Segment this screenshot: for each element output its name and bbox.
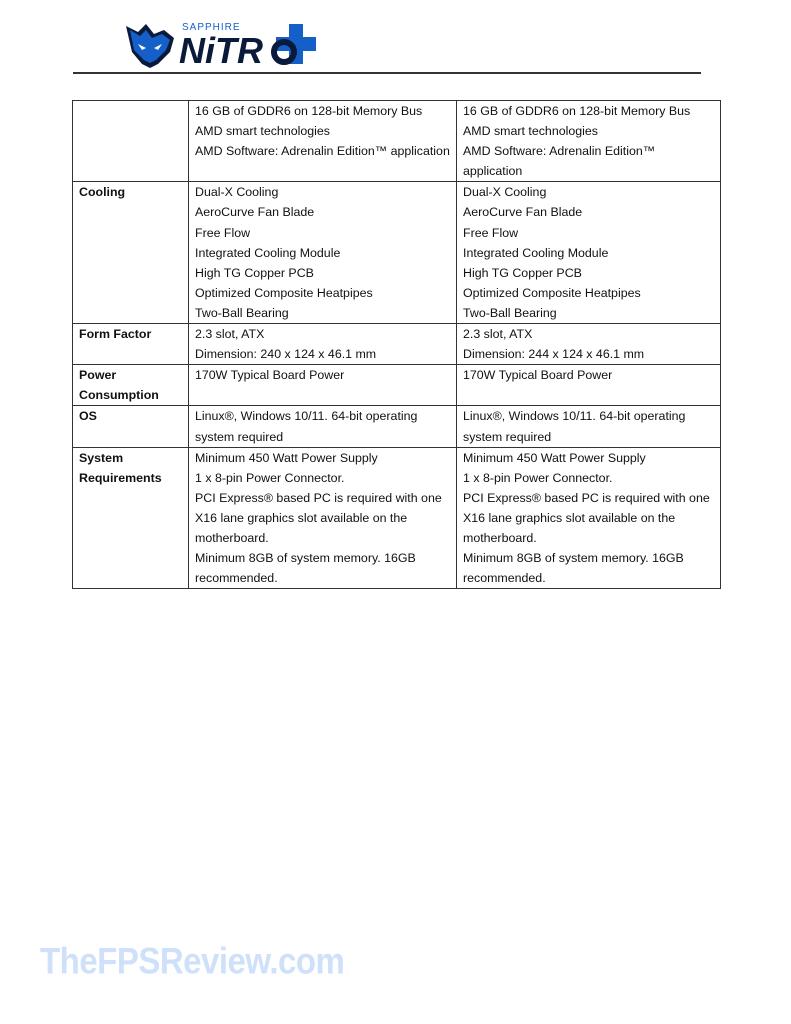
spec-line: PCI Express® based PC is required with one X16 lane graphics slot available on the motherboard. (463, 490, 710, 545)
row-label: Cooling (73, 182, 189, 324)
spec-line: High TG Copper PCB (195, 265, 314, 280)
spec-line: AMD Software: Adrenalin Edition™ application (463, 144, 656, 179)
spec-cell-col1 (189, 101, 457, 182)
row-label: OS (73, 406, 189, 447)
spec-line: AMD Software: Adrenalin Edition™ application (195, 144, 450, 159)
brand-large-text: NiTR (179, 30, 263, 70)
spec-line: 2.3 slot, ATX (463, 327, 533, 342)
spec-line: Dual-X Cooling (195, 185, 279, 200)
spec-cell-col1 (189, 182, 457, 324)
spec-line: Free Flow (463, 225, 519, 240)
spec-line: Optimized Composite Heatpipes (463, 285, 641, 300)
table-row (73, 365, 721, 406)
spec-cell-col1 (189, 324, 457, 365)
spec-cell-col2 (457, 447, 721, 589)
row-label: Form Factor (73, 324, 189, 365)
table-row (73, 101, 721, 182)
spec-line: Optimized Composite Heatpipes (195, 285, 373, 300)
spec-line: Dual-X Cooling (463, 185, 547, 200)
brand-small-text: SAPPHIRE (182, 22, 241, 33)
table-row (73, 447, 721, 589)
spec-line: 170W Typical Board Power (195, 368, 345, 383)
spec-line: Free Flow (195, 225, 251, 240)
row-label: Power Consumption (73, 365, 189, 406)
wolf-emblem-icon (126, 24, 174, 68)
spec-line: Linux®, Windows 10/11. 64-bit operating system required (463, 409, 686, 444)
spec-cell-col2 (457, 324, 721, 365)
spec-table (72, 100, 721, 589)
spec-cell-col2 (457, 406, 721, 447)
spec-cell-col2 (457, 182, 721, 324)
spec-line: AeroCurve Fan Blade (463, 205, 583, 220)
spec-cell-col1 (189, 406, 457, 447)
header-divider (73, 72, 701, 74)
spec-line: 16 GB of GDDR6 on 128-bit Memory Bus (463, 104, 691, 118)
table-row (73, 182, 721, 324)
table-row (73, 406, 721, 447)
spec-line: AMD smart technologies (195, 124, 330, 139)
spec-line: AeroCurve Fan Blade (195, 205, 315, 220)
spec-line: Minimum 450 Watt Power Supply (463, 450, 646, 465)
spec-line: Two-Ball Bearing (195, 305, 289, 320)
spec-line: Dimension: 244 x 124 x 46.1 mm (463, 347, 645, 362)
table-row (73, 324, 721, 365)
spec-cell-col2 (457, 101, 721, 182)
sapphire-nitro-logo (124, 18, 329, 70)
spec-line: Integrated Cooling Module (463, 245, 609, 260)
spec-line: 2.3 slot, ATX (195, 327, 265, 342)
spec-cell-col1 (189, 447, 457, 589)
spec-line: High TG Copper PCB (463, 265, 582, 280)
spec-line: Minimum 8GB of system memory. 16GB recommended. (195, 551, 416, 586)
spec-line: 1 x 8-pin Power Connector. (195, 470, 345, 485)
row-label: System Requirements (73, 447, 189, 589)
spec-line: Two-Ball Bearing (463, 305, 557, 320)
spec-line: AMD smart technologies (463, 124, 598, 139)
spec-line: Integrated Cooling Module (195, 245, 341, 260)
spec-line: Minimum 450 Watt Power Supply (195, 450, 378, 465)
spec-line: PCI Express® based PC is required with one X16 lane graphics slot available on the motherboard. (195, 490, 442, 545)
row-label (73, 101, 189, 182)
spec-line: 1 x 8-pin Power Connector. (463, 470, 613, 485)
spec-cell-col1 (189, 365, 457, 406)
spec-line: 16 GB of GDDR6 on 128-bit Memory Bus (195, 104, 423, 118)
spec-line: Linux®, Windows 10/11. 64-bit operating system required (195, 409, 418, 444)
spec-cell-col2 (457, 365, 721, 406)
spec-line: 170W Typical Board Power (463, 368, 613, 383)
watermark: TheFPSReview.com (40, 940, 345, 982)
spec-line: Dimension: 240 x 124 x 46.1 mm (195, 347, 377, 362)
plus-icon (274, 24, 316, 64)
spec-line: Minimum 8GB of system memory. 16GB recommended. (463, 551, 684, 586)
